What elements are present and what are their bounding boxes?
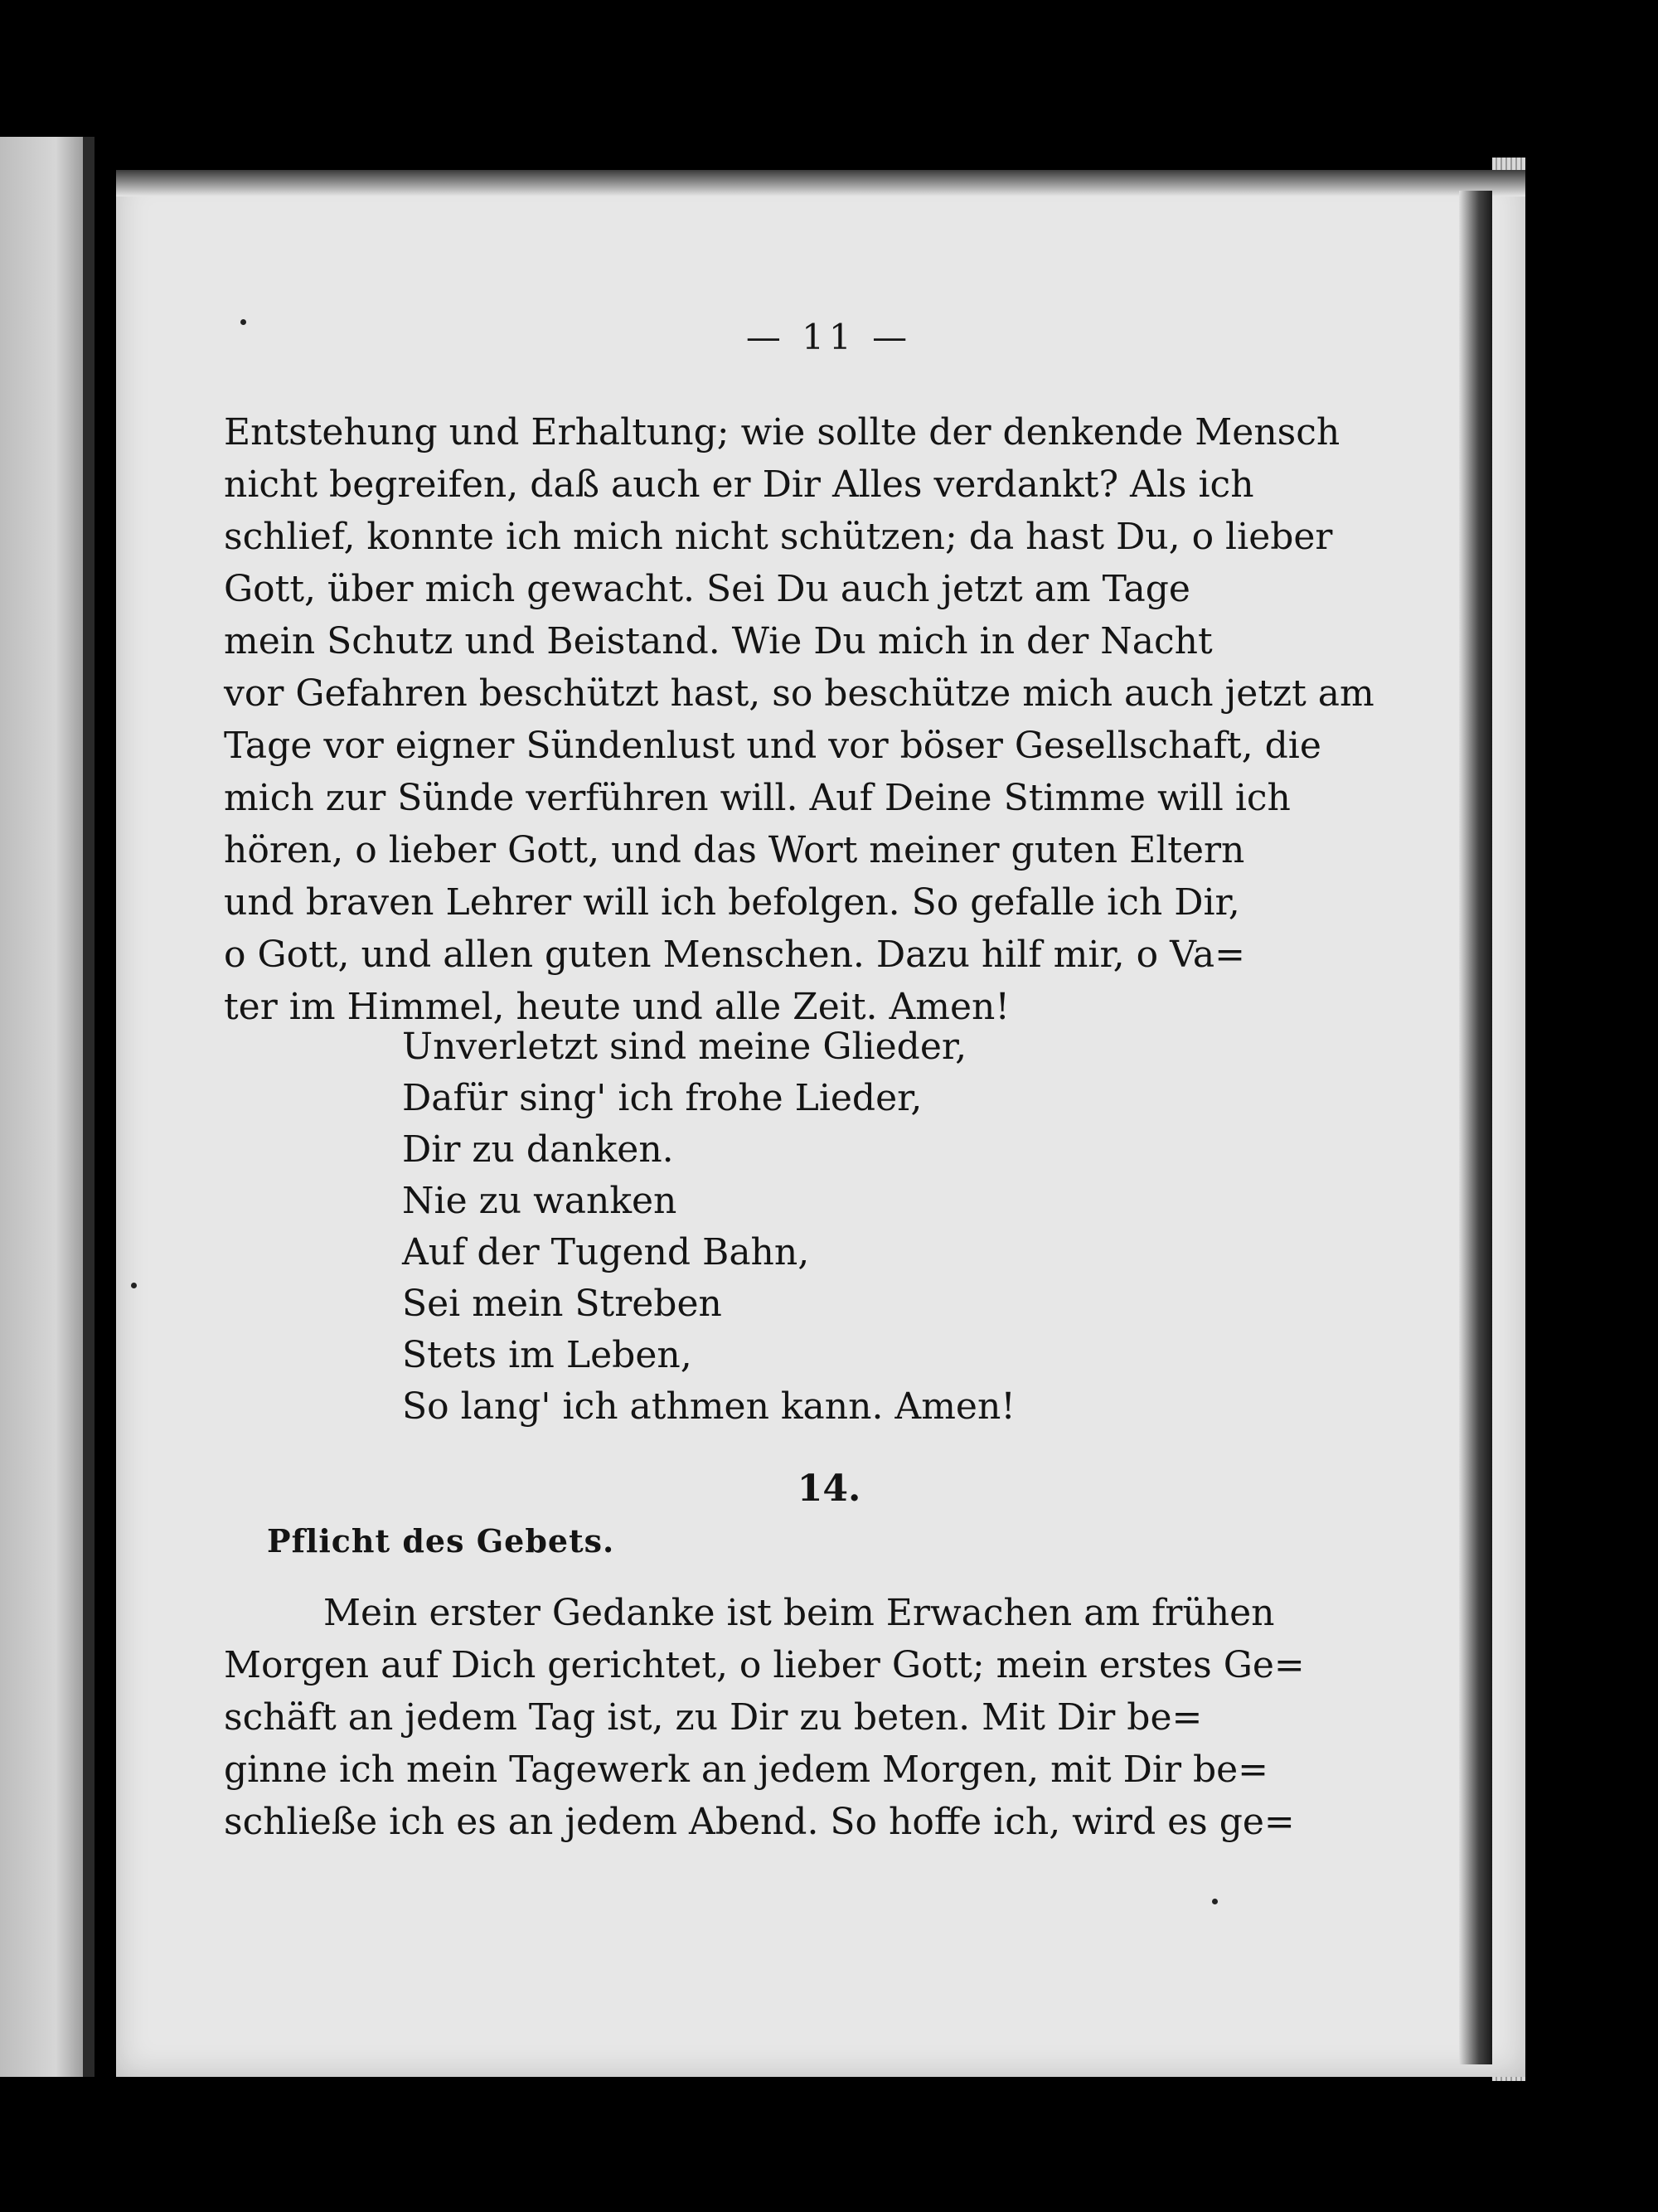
text-line: hören, o lieber Gott, und das Wort meiner guten Eltern xyxy=(224,829,1245,871)
print-speck xyxy=(1212,1899,1218,1904)
print-speck xyxy=(131,1283,137,1288)
section-number: 14. xyxy=(797,1467,861,1510)
adjacent-left-page xyxy=(0,137,93,2077)
text-line: Entstehung und Erhaltung; wie sollte der denkende Mensch xyxy=(224,411,1340,454)
text-line: nicht begreifen, daß auch er Dir Alles verdankt? Als ich xyxy=(224,463,1254,506)
text-line: mich zur Sünde verführen will. Auf Deine Stimme will ich xyxy=(224,777,1291,819)
poem-line: Sei mein Streben xyxy=(402,1283,722,1325)
text-line: mein Schutz und Beistand. Wie Du mich in der Nacht xyxy=(224,620,1213,662)
poem xyxy=(402,1021,1016,1433)
paragraph-2 xyxy=(224,1587,1305,1848)
text-line: o Gott, und allen guten Menschen. Dazu hilf mir, o Va= xyxy=(224,934,1245,976)
poem-line: Dir zu danken. xyxy=(402,1128,674,1171)
paragraph-1 xyxy=(224,406,1374,1033)
text-line: vor Gefahren beschützt hast, so beschütze mich auch jetzt am xyxy=(224,672,1374,715)
page-number: — 11 — xyxy=(745,317,913,357)
text-line: schäft an jedem Tag ist, zu Dir zu beten. Mit Dir be= xyxy=(224,1696,1203,1739)
poem-line: Stets im Leben, xyxy=(402,1334,692,1376)
poem-line: Dafür sing' ich frohe Lieder, xyxy=(402,1077,923,1119)
text-line: schlief, konnte ich mich nicht schützen; da hast Du, o lieber xyxy=(224,516,1333,558)
poem-line: So lang' ich athmen kann. Amen! xyxy=(402,1385,1016,1428)
text-line: ginne ich mein Tagewerk an jedem Morgen, mit Dir be= xyxy=(224,1749,1269,1791)
page-top-shadow xyxy=(116,170,1525,196)
section-title: Pflicht des Gebets. xyxy=(267,1522,615,1560)
poem-line: Unverletzt sind meine Glieder, xyxy=(402,1026,967,1068)
text-line: und braven Lehrer will ich befolgen. So gefalle ich Dir, xyxy=(224,881,1240,924)
book-gutter xyxy=(83,137,95,2077)
text-line: schließe ich es an jedem Abend. So hoffe ich, wird es ge= xyxy=(224,1801,1295,1843)
text-line: ter im Himmel, heute und alle Zeit. Amen! xyxy=(224,986,1011,1028)
poem-line: Auf der Tugend Bahn, xyxy=(402,1231,810,1273)
text-line: Mein erster Gedanke ist beim Erwachen am frühen xyxy=(323,1592,1275,1634)
text-line: Tage vor eigner Sündenlust und vor böser Gesellschaft, die xyxy=(224,725,1321,767)
text-line: Morgen auf Dich gerichtet, o lieber Gott; mein erstes Ge= xyxy=(224,1644,1305,1686)
poem-line: Nie zu wanken xyxy=(402,1180,677,1222)
page-right-edge xyxy=(1459,191,1492,2064)
text-line: Gott, über mich gewacht. Sei Du auch jetzt am Tage xyxy=(224,568,1190,610)
